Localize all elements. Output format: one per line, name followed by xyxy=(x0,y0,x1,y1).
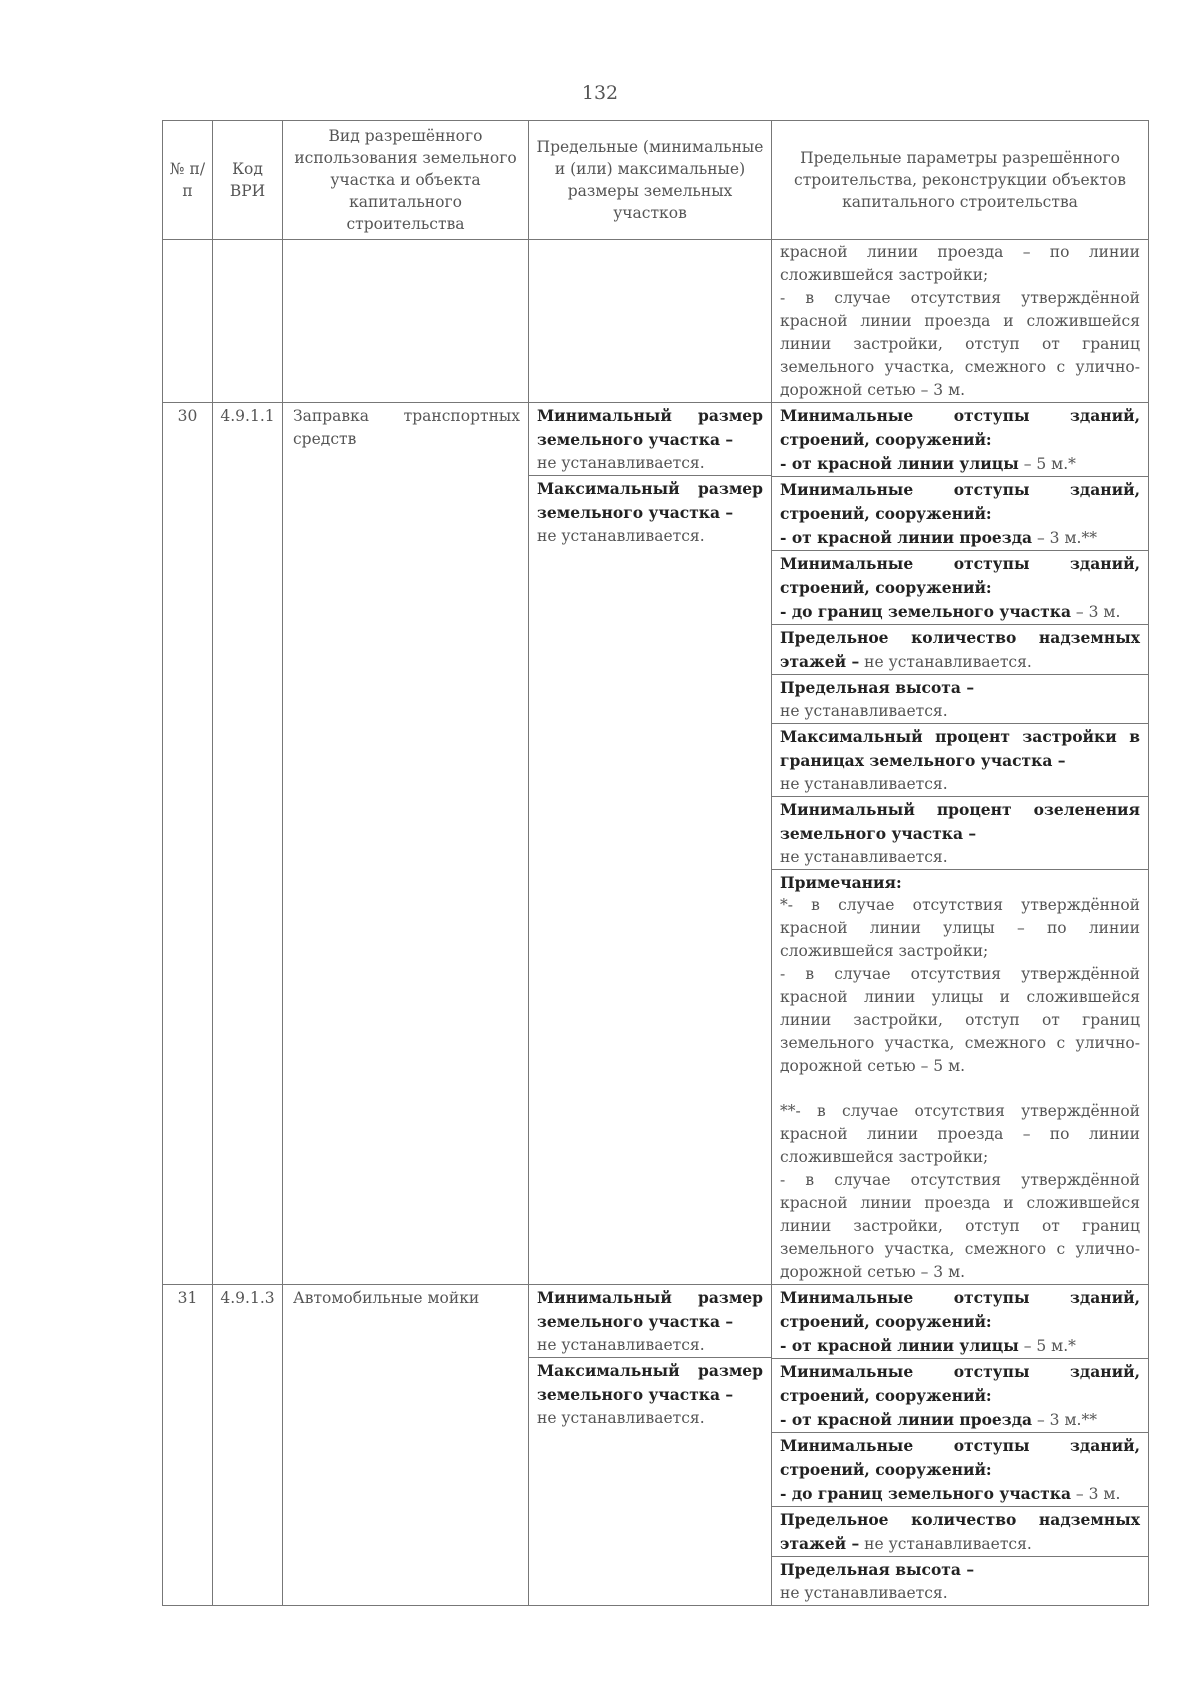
param-min-greenery: Минимальный процент озеленения земельного участка – не устанавливается. xyxy=(772,797,1148,870)
page-number: 132 xyxy=(581,82,619,104)
row-params xyxy=(772,403,1149,1285)
plot-min-size: Минимальный размер земельного участка – не устанавливается. xyxy=(529,1285,771,1358)
continuation-text: красной линии проезда – по линии сложившейся застройки; - в случае отсутствия утверждённой красной линии проезда и сложившейся линии застройки, отступ от границ земельного участка, смежного с улично-дорожной сетью – 3 м. xyxy=(780,243,1140,399)
note-2: **- в случае отсутствия утверждённой красной линии проезда – по линии сложившейся застройки; - в случае отсутствия утверждённой красной линии проезда и сложившейся линии застройки, отступ от границ земельного участка, смежного с улично-дорожной сетью – 3 м. xyxy=(780,1102,1140,1281)
param-height: Предельная высота – не устанавливается. xyxy=(780,1560,975,1602)
param-floors: Предельное количество надземных этажей – не устанавливается. xyxy=(772,625,1148,675)
row-number: 31 xyxy=(163,1285,213,1606)
table-row-continuation xyxy=(163,240,1149,403)
row-plot-sizes xyxy=(529,403,772,1285)
header-vri: Вид разрешённого использования земельного участка и объекта капитального строительства xyxy=(283,121,529,240)
row-params xyxy=(772,1285,1149,1606)
plot-min-size: Минимальный размер земельного участка – не устанавливается. xyxy=(529,403,771,476)
param-setback-street: Минимальные отступы зданий, строений, сооружений: - от красной линии улицы – 5 м.* xyxy=(772,1285,1148,1359)
table-header-row xyxy=(163,121,1149,240)
regulations-table xyxy=(162,120,1149,1606)
header-params: Предельные параметры разрешённого строительства, реконструкции объектов капитального строительства xyxy=(772,121,1149,240)
param-setback-boundary: Минимальные отступы зданий, строений, сооружений: - до границ земельного участка – 3 м. xyxy=(772,551,1148,625)
plot-max-size: Максимальный размер земельного участка – не устанавливается. xyxy=(537,1361,763,1427)
row-vri: Заправка транспортных средств xyxy=(283,403,529,1285)
row-vri: Автомобильные мойки xyxy=(283,1285,529,1606)
row-number: 30 xyxy=(163,403,213,1285)
notes-title: Примечания: xyxy=(780,873,902,892)
row-code: 4.9.1.3 xyxy=(213,1285,283,1606)
param-setback-driveway: Минимальные отступы зданий, строений, сооружений: - от красной линии проезда – 3 м.** xyxy=(772,1359,1148,1433)
param-max-coverage: Максимальный процент застройки в границах земельного участка – не устанавливается. xyxy=(772,724,1148,797)
table-row xyxy=(163,1285,1149,1606)
param-floors: Предельное количество надземных этажей – не устанавливается. xyxy=(772,1507,1148,1557)
param-setback-driveway: Минимальные отступы зданий, строений, сооружений: - от красной линии проезда – 3 м.** xyxy=(772,477,1148,551)
header-plot-size: Предельные (минимальные и (или) максимальные) размеры земельных участков xyxy=(529,121,772,240)
notes-block xyxy=(772,870,1148,1284)
header-code: Код ВРИ xyxy=(213,121,283,240)
plot-max-size: Максимальный размер земельного участка – не устанавливается. xyxy=(537,479,763,545)
header-num: № п/п xyxy=(163,121,213,240)
note-1: *- в случае отсутствия утверждённой красной линии улицы – по линии сложившейся застройки; - в случае отсутствия утверждённой красной линии улицы и сложившейся линии застройки, отступ от границ земельного участка, смежного с улично-дорожной сетью – 5 м. xyxy=(780,896,1140,1075)
row-plot-sizes xyxy=(529,1285,772,1606)
param-setback-boundary: Минимальные отступы зданий, строений, сооружений: - до границ земельного участка – 3 м. xyxy=(772,1433,1148,1507)
row-code: 4.9.1.1 xyxy=(213,403,283,1285)
table-row xyxy=(163,403,1149,1285)
param-setback-street: Минимальные отступы зданий, строений, сооружений: - от красной линии улицы – 5 м.* xyxy=(772,403,1148,477)
param-height: Предельная высота – не устанавливается. xyxy=(772,675,1148,724)
